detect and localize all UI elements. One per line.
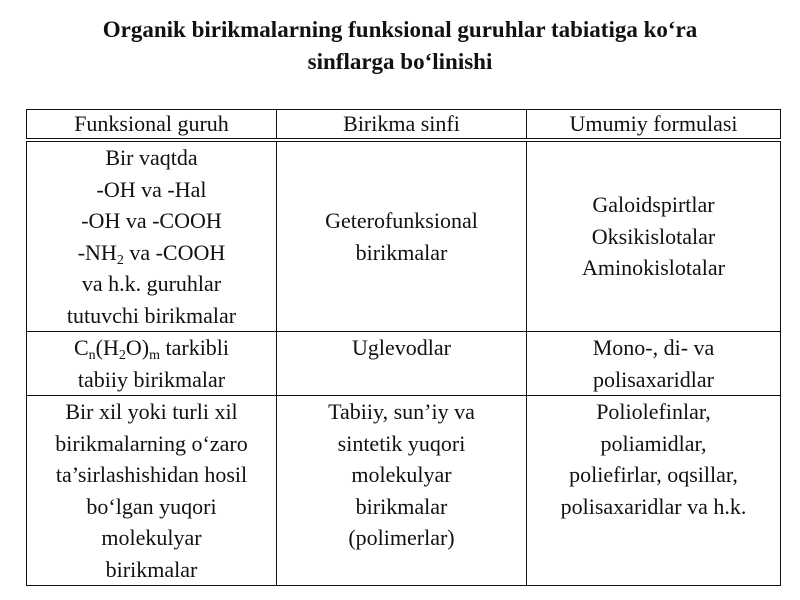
cell-line: molekulyar [101,525,202,550]
cell-line: -OH va -COOH [81,208,222,233]
cell-line: sintetik yuqori [337,430,466,456]
text-part: (H [95,335,119,360]
table-row [27,396,781,586]
classification-table [26,109,781,586]
subscript: n [88,348,96,363]
cell-line: poliefirlar, oqsillar, [569,462,738,487]
header-compound-class: Birikma sinfi [277,110,527,141]
cell-general-formula [527,396,781,586]
table-row [27,140,781,332]
cell-line: Galoidspirtlar [592,192,715,218]
header-general-formula: Umumiy formulasi [527,110,781,141]
title-line-2: sinflarga bo‘linishi [307,49,493,74]
text-part: va -COOH [123,239,226,265]
cell-line: birikmalar [355,239,448,265]
cell-general-formula [527,140,781,332]
cell-line: birikmalar [355,493,448,519]
page-title [0,14,800,78]
cell-line: Uglevodlar [352,335,451,360]
cell-line: ta’sirlashishidan hosil [55,462,248,487]
cell-line: bo‘lgan yuqori [86,493,217,519]
cell-line: Tabiiy, sun’iy va [328,399,475,424]
cell-line: birikmalarning o‘zaro [55,430,248,456]
cell-line: poliamidlar, [600,430,707,456]
cell-functional-group [27,140,277,332]
cell-line: va h.k. guruhlar [81,271,222,296]
cell-line: Aminokislotalar [582,255,725,281]
cell-line: Geterofunksional [325,208,478,233]
text-part: O) [125,335,150,360]
text-part: tarkibli [159,335,230,360]
cell-functional-group [27,396,277,586]
cell-compound-class [277,140,527,332]
cell-line: Poliolefinlar, [596,399,711,424]
table-row [27,332,781,396]
subscript: 2 [118,348,126,363]
text-part: -NH [77,239,117,265]
subscript: 2 [116,252,124,268]
cell-line: tabiiy birikmalar [77,366,226,392]
cell-general-formula [527,332,781,396]
cell-line: Oksikislotalar [591,223,716,249]
text-part: C [73,335,89,360]
subscript: m [149,348,160,363]
cell-line: (polimerlar) [348,525,455,550]
cell-line: molekulyar [351,462,452,487]
cell-line: -OH va -Hal [96,176,207,202]
title-line-1: Organik birikmalarning funksional guruhlar tabiatiga ko‘ra [102,17,698,42]
table-header-row [27,110,781,141]
cell-line: Mono-, di- va [592,335,715,360]
cell-functional-group [27,332,277,396]
cell-line: tutuvchi birikmalar [66,302,237,328]
cell-line: Bir vaqtda [105,145,198,170]
cell-line [33,237,270,269]
cell-line: birikmalar [105,556,198,582]
cell-compound-class [277,332,527,396]
cell-line: polisaxaridlar va h.k. [560,493,747,519]
cell-line: Bir xil yoki turli xil [65,399,238,424]
header-functional-group: Funksional guruh [27,110,277,141]
cell-line [33,332,270,364]
cell-line: polisaxaridlar [593,366,714,392]
cell-compound-class [277,396,527,586]
